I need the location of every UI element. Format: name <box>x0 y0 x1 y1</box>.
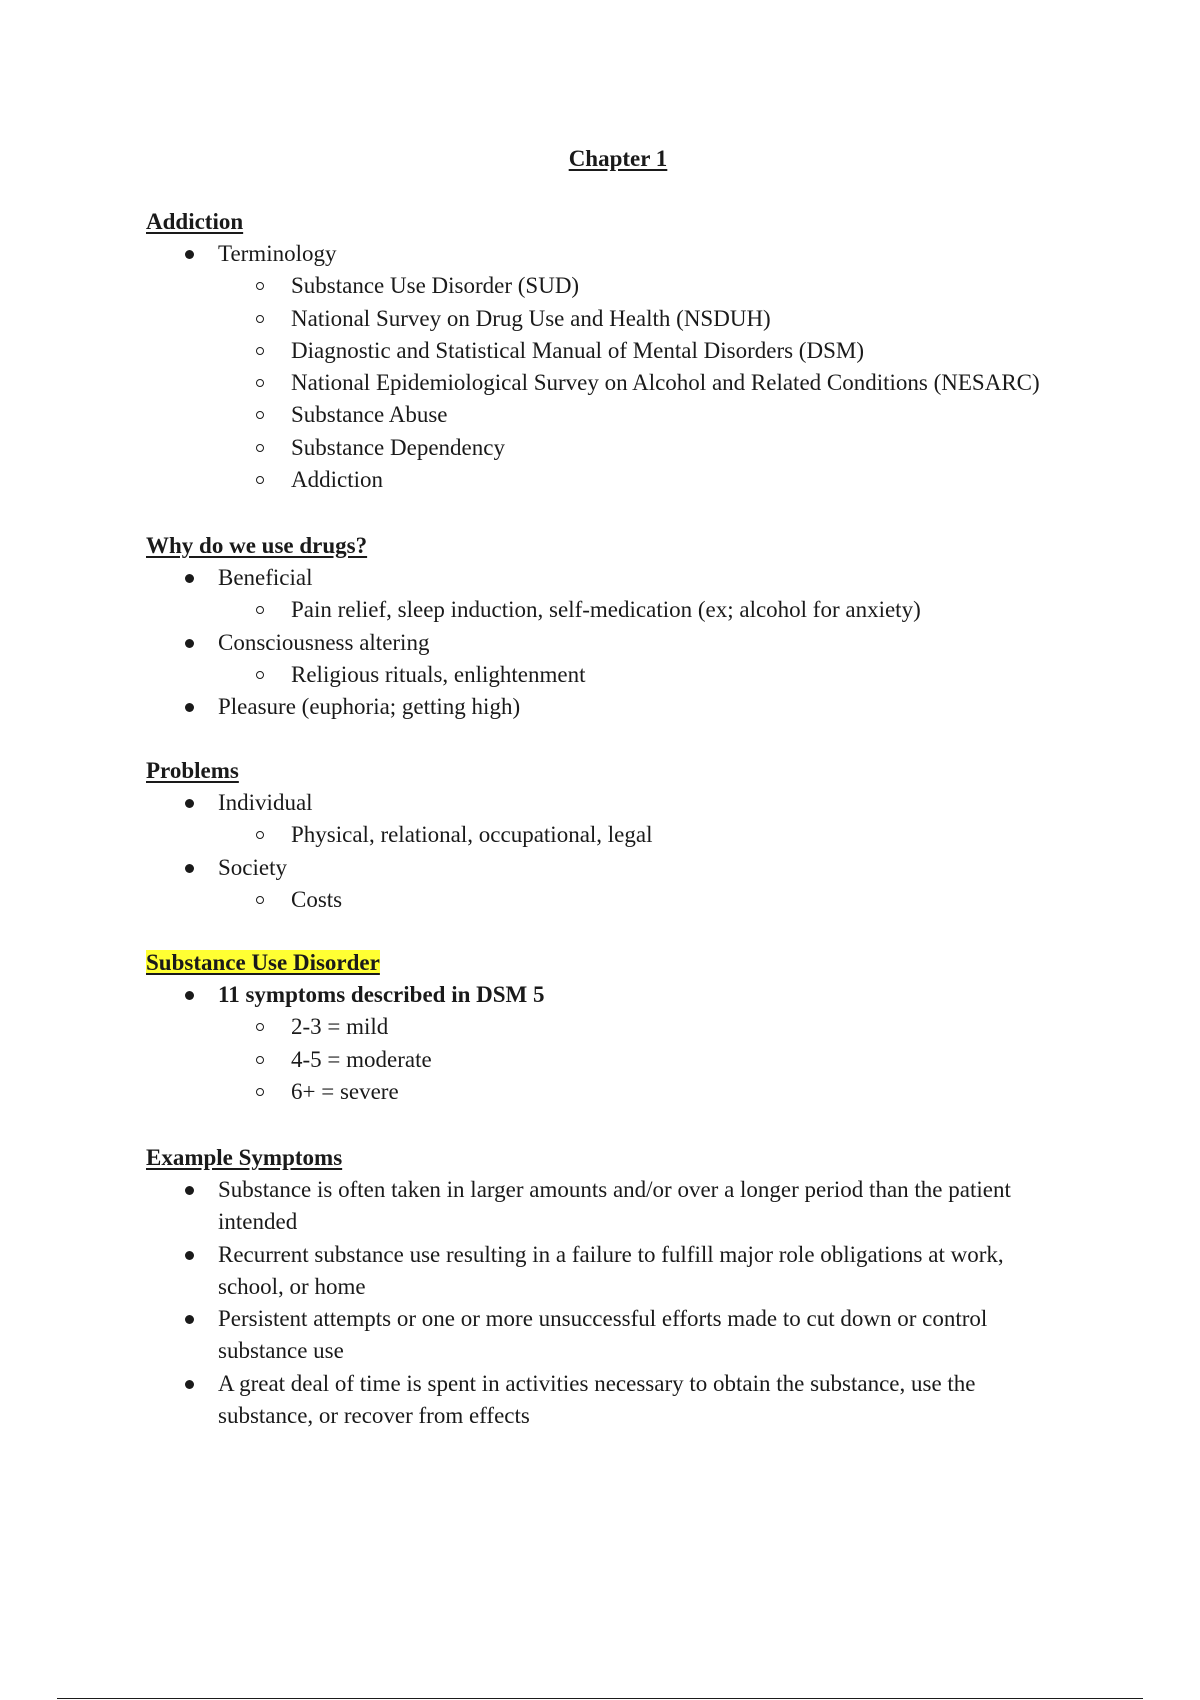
disc-bullet-icon <box>185 574 194 583</box>
section-heading-sud <box>146 947 1106 979</box>
example-symptoms-list <box>146 1174 1106 1432</box>
disc-bullet-icon <box>185 703 194 712</box>
list-item-text: A great deal of time is spent in activities necessary to obtain the substance, use the substance, or recover from effects <box>218 1370 976 1429</box>
list-item <box>146 659 1106 691</box>
list-item-text: Persistent attempts or one or more unsuccessful efforts made to cut down or control substance use <box>218 1306 988 1364</box>
circle-bullet-icon <box>256 379 264 387</box>
circle-bullet-icon <box>256 282 264 290</box>
list-item <box>146 627 1106 659</box>
list-item <box>146 1303 1106 1368</box>
bottom-divider <box>57 1698 1143 1699</box>
list-item-text: 11 symptoms described in DSM 5 <box>218 982 545 1007</box>
list-item <box>146 594 1106 626</box>
list-item <box>146 303 1106 335</box>
circle-bullet-icon <box>256 411 264 419</box>
section-heading-problems: Problems <box>146 758 239 783</box>
list-item-text: Substance Abuse <box>291 402 448 428</box>
list-item-text: Substance is often taken in larger amounts and/or over a longer period than the patient intended <box>218 1177 1011 1235</box>
circle-bullet-icon <box>256 444 264 452</box>
list-item <box>146 1368 1106 1433</box>
list-item-text: National Epidemiological Survey on Alcohol and Related Conditions (NESARC) <box>291 370 1040 396</box>
section-heading-addiction: Addiction <box>146 209 244 234</box>
list-item-text: Diagnostic and Statistical Manual of Mental Disorders (DSM) <box>291 337 864 363</box>
list-item-text: Religious rituals, enlightenment <box>291 661 586 687</box>
list-item <box>146 852 1106 884</box>
circle-bullet-icon <box>256 347 264 355</box>
section-why-drugs <box>146 530 1106 723</box>
disc-bullet-icon <box>185 250 194 259</box>
list-item-text: Pain relief, sleep induction, self-medication (ex; alcohol for anxiety) <box>291 597 921 623</box>
list-item <box>146 691 1106 723</box>
sud-list <box>146 979 1106 1108</box>
circle-bullet-icon <box>256 831 264 839</box>
list-item-text: Addiction <box>291 467 383 493</box>
section-problems <box>146 755 1106 916</box>
list-item-text: Pleasure (euphoria; getting high) <box>218 694 521 720</box>
circle-bullet-icon <box>256 896 264 904</box>
circle-bullet-icon <box>256 1056 264 1064</box>
list-item <box>146 1239 1106 1304</box>
list-item-text: Consciousness altering <box>218 629 430 655</box>
list-item-text: Terminology <box>218 241 337 266</box>
list-item-text: Substance Dependency <box>291 434 505 460</box>
circle-bullet-icon <box>256 1088 264 1096</box>
circle-bullet-icon <box>256 315 264 323</box>
list-item <box>146 1076 1106 1108</box>
list-item-text: Individual <box>218 790 313 815</box>
list-item-text: Substance Use Disorder (SUD) <box>291 273 580 299</box>
circle-bullet-icon <box>256 476 264 484</box>
circle-bullet-icon <box>256 606 264 614</box>
list-item <box>146 432 1106 464</box>
list-item <box>146 1011 1106 1043</box>
list-item <box>146 562 1106 594</box>
list-item-text: 4-5 = moderate <box>291 1046 432 1072</box>
list-item-text: 2-3 = mild <box>291 1014 389 1040</box>
disc-bullet-icon <box>185 1380 194 1389</box>
circle-bullet-icon <box>256 671 264 679</box>
list-item <box>146 819 1106 851</box>
disc-bullet-icon <box>185 1186 194 1195</box>
list-item-text: Beneficial <box>218 565 313 590</box>
list-item <box>146 238 1106 270</box>
problems-list <box>146 787 1106 916</box>
list-item <box>146 399 1106 431</box>
list-item <box>146 335 1106 367</box>
disc-bullet-icon <box>185 1251 194 1260</box>
list-item <box>146 1044 1106 1076</box>
disc-bullet-icon <box>185 864 194 873</box>
disc-bullet-icon <box>185 1315 194 1324</box>
circle-bullet-icon <box>256 1023 264 1031</box>
addiction-list <box>146 238 1106 496</box>
disc-bullet-icon <box>185 799 194 808</box>
why-drugs-list <box>146 562 1106 723</box>
section-sud <box>146 947 1106 1108</box>
disc-bullet-icon <box>185 639 194 648</box>
list-item <box>146 270 1106 302</box>
list-item-text: Costs <box>291 886 343 912</box>
list-item <box>146 979 1106 1011</box>
list-item <box>146 464 1106 496</box>
disc-bullet-icon <box>185 991 194 1000</box>
list-item-text: Society <box>218 854 287 880</box>
section-example-symptoms <box>146 1142 1106 1432</box>
list-item <box>146 787 1106 819</box>
section-heading-why-drugs: Why do we use drugs? <box>146 533 368 558</box>
list-item-text: 6+ = severe <box>291 1078 399 1104</box>
list-item <box>146 884 1106 916</box>
section-addiction <box>146 206 1106 496</box>
highlighted-heading-text: Substance Use Disorder <box>146 950 380 975</box>
list-item-text: Recurrent substance use resulting in a failure to fulfill major role obligations at work, school, or home <box>218 1241 1004 1299</box>
page-title: Chapter 1 <box>568 146 668 171</box>
list-item-text: Physical, relational, occupational, legal <box>291 822 653 848</box>
list-item-text: National Survey on Drug Use and Health (NSDUH) <box>291 305 771 331</box>
list-item <box>146 367 1106 399</box>
list-item <box>146 1174 1106 1239</box>
section-heading-example-symptoms: Example Symptoms <box>146 1145 343 1170</box>
